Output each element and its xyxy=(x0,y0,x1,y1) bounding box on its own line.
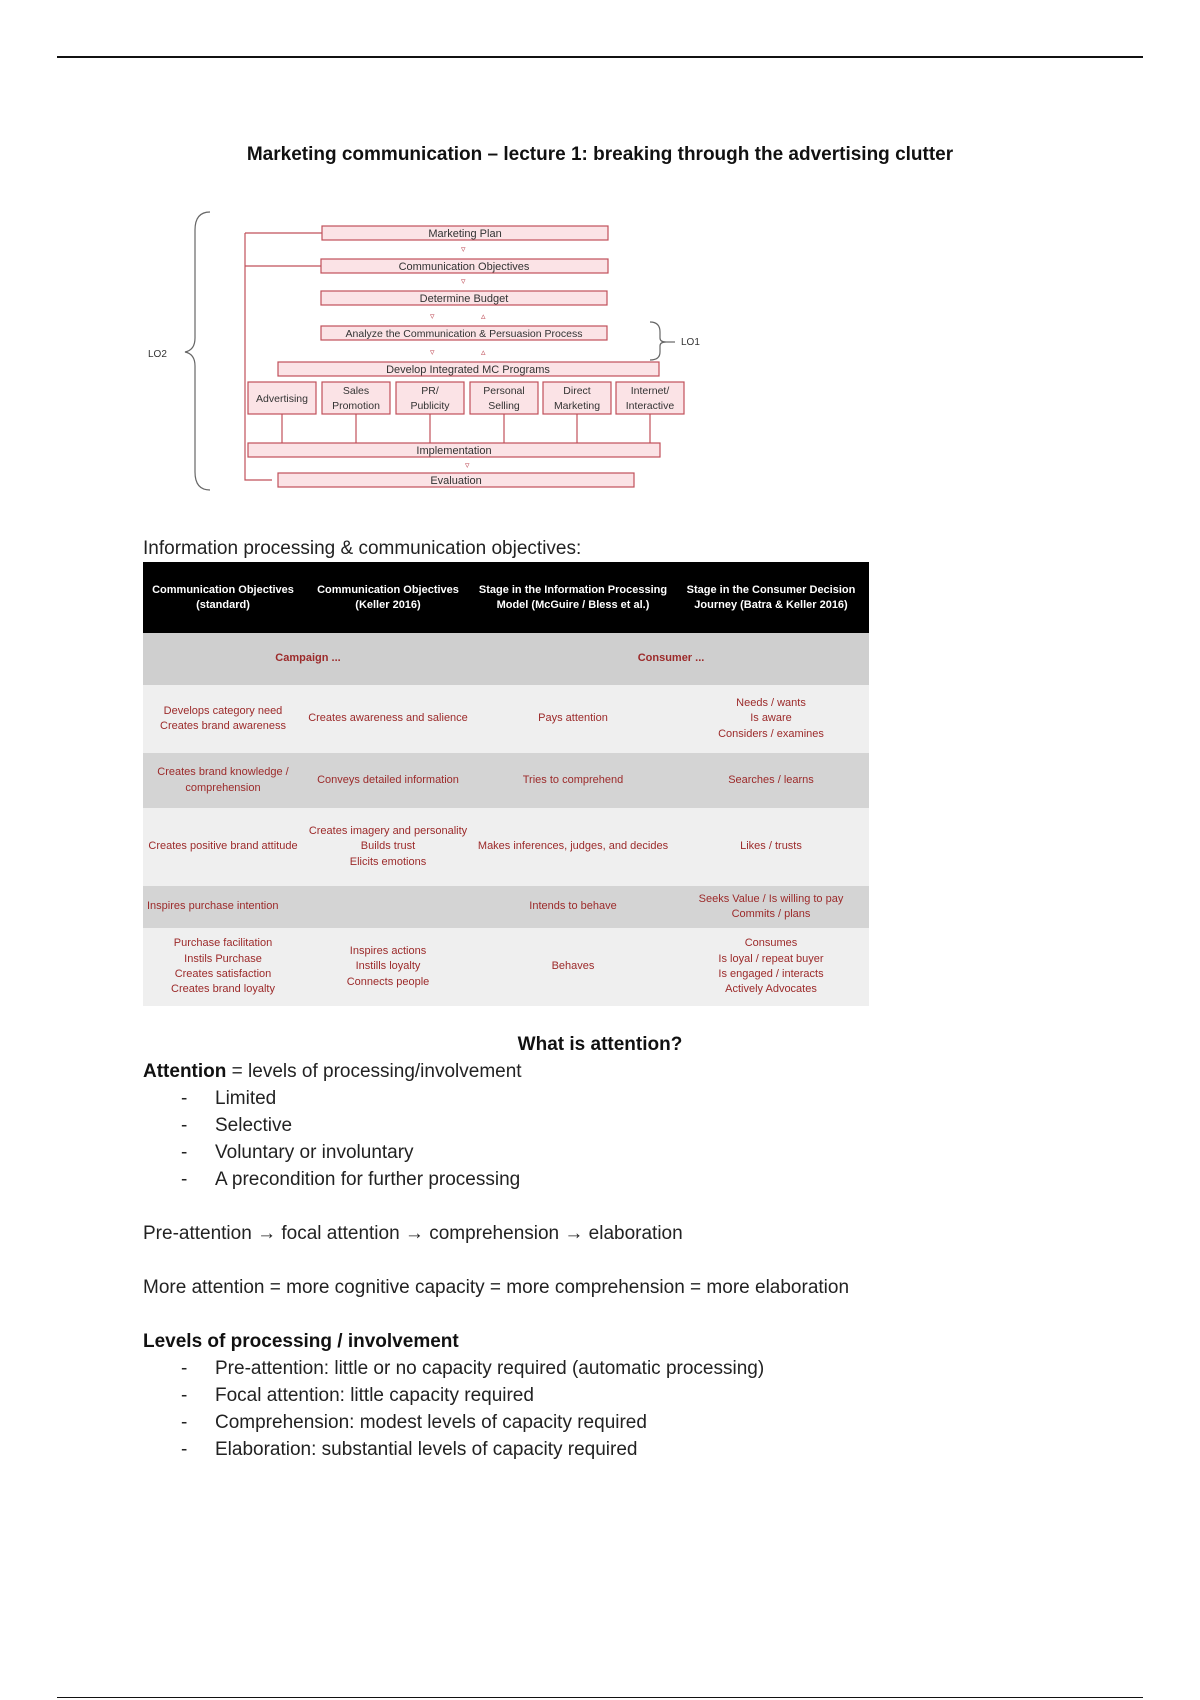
table-cell: Conveys detailed information xyxy=(303,753,473,808)
table-cell: Pays attention xyxy=(473,685,673,753)
table-cell: Likes / trusts xyxy=(673,808,869,886)
table-cell: Inspires actions Instills loyalty Connects people xyxy=(303,928,473,1006)
bottom-rule xyxy=(57,1697,1143,1698)
mc-planning-diagram xyxy=(140,190,720,505)
list-item: - Limited xyxy=(143,1085,520,1112)
step-communication-objectives: Communication Objectives xyxy=(398,261,530,273)
lo1-label: LO1 xyxy=(681,337,700,348)
list-item: - Elaboration: substantial levels of capacity required xyxy=(143,1436,764,1463)
step-develop-imc: Develop Integrated MC Programs xyxy=(386,364,550,376)
table-cell: Purchase facilitation Instils Purchase Creates satisfaction Creates brand loyalty xyxy=(143,928,303,1006)
table-cell: Intends to behave xyxy=(473,886,673,928)
header-standard: Communication Objectives (standard) xyxy=(143,562,303,633)
table-cell: Tries to comprehend xyxy=(473,753,673,808)
levels-list xyxy=(143,1355,764,1463)
table-cell: Searches / learns xyxy=(673,753,869,808)
band-consumer: Consumer ... xyxy=(473,633,869,685)
attention-flow: Pre-attention → focal attention → comprehension → elaboration xyxy=(143,1223,683,1244)
objectives-table xyxy=(143,562,869,1006)
levels-heading xyxy=(143,1328,459,1355)
tool-internet-1: Internet/ xyxy=(630,385,670,397)
step-implementation: Implementation xyxy=(416,445,492,457)
lo2-brace xyxy=(185,212,210,490)
table-row xyxy=(143,685,869,753)
tool-pr-1: PR/ xyxy=(421,385,439,397)
svg-text:▿: ▿ xyxy=(430,347,435,357)
list-item: - A precondition for further processing xyxy=(143,1166,520,1193)
step-evaluation: Evaluation xyxy=(430,475,482,487)
list-item: - Comprehension: modest levels of capacity required xyxy=(143,1409,764,1436)
lo1-brace xyxy=(650,322,666,360)
svg-text:▿: ▿ xyxy=(461,244,466,254)
page-title: Marketing communication – lecture 1: breaking through the advertising clutter xyxy=(246,144,954,165)
list-item: - Voluntary or involuntary xyxy=(143,1139,520,1166)
svg-text:▵: ▵ xyxy=(481,347,486,357)
tool-pr-2: Publicity xyxy=(410,400,450,412)
table-cell: Inspires purchase intention xyxy=(143,886,303,928)
levels-heading-text: Levels of processing / involvement xyxy=(143,1331,459,1352)
svg-text:▵: ▵ xyxy=(481,311,486,321)
list-item: - Pre-attention: little or no capacity required (automatic processing) xyxy=(143,1355,764,1382)
list-item: - Focal attention: little capacity required xyxy=(143,1382,764,1409)
attention-heading: What is attention? xyxy=(517,1034,683,1055)
tool-direct-marketing-2: Marketing xyxy=(553,400,601,412)
attention-term: Attention xyxy=(143,1061,227,1082)
header-decision-journey: Stage in the Consumer Decision Journey (Batra & Keller 2016) xyxy=(673,562,869,633)
tool-sales-promotion-1: Sales xyxy=(342,385,370,397)
table-cell xyxy=(303,886,473,928)
table-cell: Creates positive brand attitude xyxy=(143,808,303,886)
step-analyze-process: Analyze the Communication & Persuasion Process xyxy=(345,328,583,340)
svg-text:▿: ▿ xyxy=(461,276,466,286)
table-row xyxy=(143,808,869,886)
header-info-processing: Stage in the Information Processing Model (McGuire / Bless et al.) xyxy=(473,562,673,633)
table-cell: Behaves xyxy=(473,928,673,1006)
tool-advertising: Advertising xyxy=(256,393,308,405)
table-row xyxy=(143,928,869,1006)
list-item: - Selective xyxy=(143,1112,520,1139)
tool-internet-2: Interactive xyxy=(625,400,675,412)
table-cell: Needs / wants Is aware Considers / examines xyxy=(673,685,869,753)
lo2-label: LO2 xyxy=(148,349,167,360)
attention-def-text: = levels of processing/involvement xyxy=(226,1061,522,1082)
table-row xyxy=(143,886,869,928)
header-keller: Communication Objectives (Keller 2016) xyxy=(303,562,473,633)
objectives-section-label: Information processing & communication objectives: xyxy=(143,538,582,559)
table-cell: Creates brand knowledge / comprehension xyxy=(143,753,303,808)
tool-sales-promotion-2: Promotion xyxy=(332,400,380,412)
band-campaign: Campaign ... xyxy=(143,633,473,685)
step-determine-budget: Determine Budget xyxy=(419,293,509,305)
table-cell: Creates awareness and salience xyxy=(303,685,473,753)
table-cell: Consumes Is loyal / repeat buyer Is engaged / interacts Actively Advocates xyxy=(673,928,869,1006)
tool-direct-marketing-1: Direct xyxy=(563,385,591,397)
table-cell: Develops category need Creates brand awareness xyxy=(143,685,303,753)
tool-personal-selling-2: Selling xyxy=(488,400,520,412)
tool-personal-selling-1: Personal xyxy=(483,385,525,397)
table-cell: Creates imagery and personality Builds trust Elicits emotions xyxy=(303,808,473,886)
more-attention-statement: More attention = more cognitive capacity = more comprehension = more elaboration xyxy=(143,1277,850,1298)
svg-text:▿: ▿ xyxy=(465,460,470,470)
band-row xyxy=(143,633,869,685)
step-marketing-plan: Marketing Plan xyxy=(428,228,502,240)
top-rule xyxy=(57,56,1143,58)
table-cell: Seeks Value / Is willing to pay Commits / plans xyxy=(673,886,869,928)
table-cell: Makes inferences, judges, and decides xyxy=(473,808,673,886)
attention-definition xyxy=(143,1058,522,1085)
attention-properties-list xyxy=(143,1085,520,1193)
table-row xyxy=(143,753,869,808)
svg-text:▿: ▿ xyxy=(430,311,435,321)
